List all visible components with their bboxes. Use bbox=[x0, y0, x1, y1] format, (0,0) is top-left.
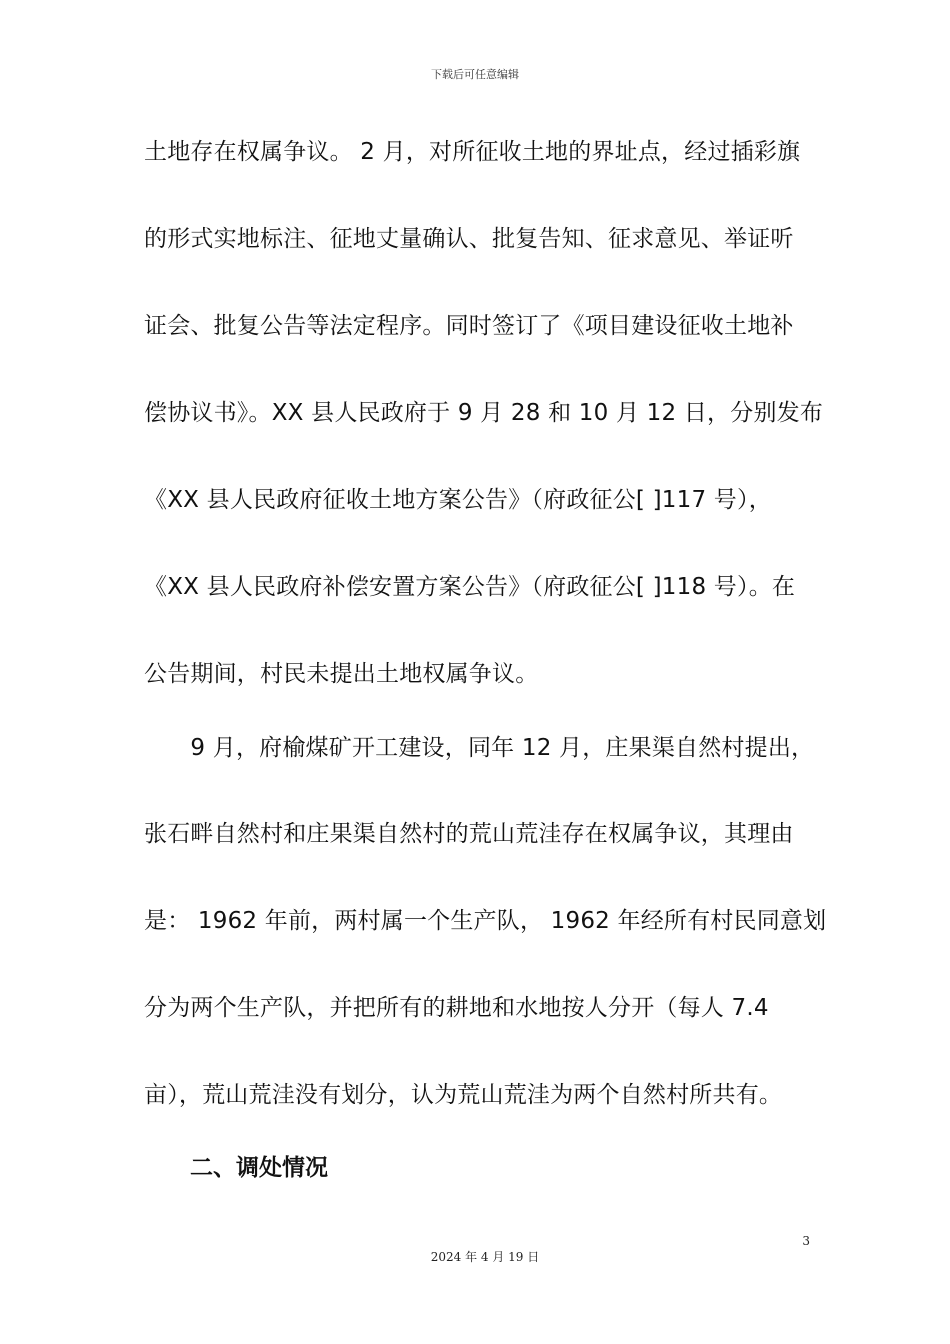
paragraph-line: 《XX 县人民政府补偿安置方案公告》（府政征公[ ]118 号）。在 bbox=[144, 574, 796, 600]
paragraph-line: 的形式实地标注、征地丈量确认、批复告知、征求意见、举证听 bbox=[144, 226, 794, 252]
section-heading: 二、调处情况 bbox=[190, 1155, 328, 1181]
page-number: 3 bbox=[802, 1234, 810, 1248]
paragraph-line: 公告期间，村民未提出土地权属争议。 bbox=[144, 661, 539, 687]
footer-date: 2024 年 4 月 19 日 bbox=[430, 1250, 540, 1264]
paragraph-line: 9 月，府榆煤矿开工建设，同年 12 月，庄果渠自然村提出， bbox=[144, 735, 815, 761]
paragraph-line: 《XX 县人民政府征收土地方案公告》（府政征公[ ]117 号）， bbox=[144, 487, 772, 513]
paragraph-line: 分为两个生产队，并把所有的耕地和水地按人分开（每人 7.4 bbox=[144, 995, 769, 1021]
paragraph-line: 是： 1962 年前，两村属一个生产队， 1962 年经所有村民同意划 bbox=[144, 908, 827, 934]
paragraph-line: 亩），荒山荒洼没有划分，认为荒山荒洼为两个自然村所共有。 bbox=[144, 1082, 783, 1108]
paragraph-line: 证会、批复公告等法定程序。同时签订了《项目建设征收土地补 bbox=[144, 313, 794, 339]
paragraph-line: 土地存在权属争议。 2 月，对所征收土地的界址点，经过插彩旗 bbox=[144, 139, 801, 165]
paragraph-line: 张石畔自然村和庄果渠自然村的荒山荒洼存在权属争议，其理由 bbox=[144, 821, 794, 847]
paragraph-line: 偿协议书》。XX 县人民政府于 9 月 28 和 10 月 12 日，分别发布 bbox=[144, 400, 824, 426]
page-header: 下载后可任意编辑 bbox=[431, 68, 519, 81]
